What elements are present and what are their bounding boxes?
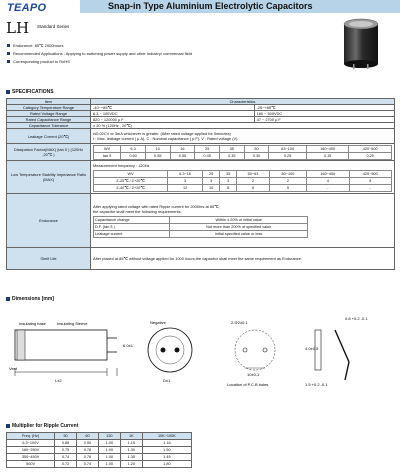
lead-length-label: 6.0±1 — [123, 343, 133, 348]
terminal-detail — [305, 316, 368, 387]
bullet-icon — [7, 44, 10, 47]
feature-item: Corresponding product to RoHS — [7, 58, 192, 66]
feature-item: Recommended Applications : Applying to switching power supply and other industry/ commercial field — [7, 50, 192, 58]
table-row: 350~450V 0.74 0.76 1.00 1.35 1.45 — [7, 454, 192, 461]
specifications-table — [6, 98, 395, 270]
terminal-width-label: 1.5 +0.2 -0.1 — [305, 382, 328, 387]
pcb-layout — [227, 320, 275, 387]
table-row: Category Temperature Range -40~+85℃ -25~+85℃ — [7, 105, 395, 111]
terminal-length-label: 4.0±0.5 — [305, 346, 319, 351]
specifications-heading: SPECIFICATIONS — [6, 89, 54, 95]
table-row: Dissipation Factor(MAX) (tan δ ) (120Hz ,20℃ ) WV 6.3 10 16 25 35 50 63~100 160~400 420~500 tan δ 0.60 0.55 0.55 0.45 0.35 0.30 0.25 0.15 0.20 — [7, 144, 395, 161]
insulating-base-label: Insulating base — [19, 321, 46, 326]
negative-label: Negative — [150, 320, 166, 325]
vent-label: Vent — [9, 366, 18, 371]
bullet-icon — [7, 60, 10, 63]
low-temp-table: WV 6.3~16 25 35 50~63 80~100 160~400 420~500 Z-25℃ / Z+20℃ 3 3 3 2 2 4 8 Z-40℃ / Z+20℃ 12 10 8 6 5 - - — [93, 170, 392, 192]
series-label: Standard Series — [37, 24, 70, 29]
terminal-thickness-label: 0.8 +0.2 -0.1 — [345, 316, 368, 321]
dimensions-heading: Dimensions [mm] — [6, 296, 54, 302]
feature-list — [7, 42, 192, 66]
length-label: L±2 — [55, 378, 62, 383]
side-view — [9, 321, 134, 383]
item-header: Item — [7, 99, 91, 105]
table-row: 6.3~100V 0.88 0.90 1.00 1.15 1.16 — [7, 440, 192, 447]
endurance-table: Capacitance change Within ± 20% of initial value D.F. (tan δ ) Not more than 200% of specified value Leakage current initial specified value or less — [93, 216, 308, 238]
feature-item: Endurance: 85℃ 2000hours — [7, 42, 192, 50]
brand-logo: TEAPO — [7, 2, 47, 14]
table-row: Rated Voltage Range 6.3 ~ 100VDC 160 ~ 500VDC — [7, 111, 395, 117]
table-row: Endurance After applying rated voltage with rated Ripple current for 2000hrs at 85℃, the capacitor shall meet the following requirements. Capacitance change Within ± 20% of initial value D.F. (tan δ ) Not more than 200% of specified value Leakage current initial specified value or less — [7, 194, 395, 248]
bullet-icon — [6, 90, 10, 94]
document-title: Snap-in Type Aluminium Electrolytic Capacitors — [108, 1, 313, 11]
characteristics-header: Characteristics — [91, 99, 395, 105]
table-row: Shelf Life After placed at 85℃ without voltage applied for 1000 hours,the capacitor shall meet the same requirement as Endurance. — [7, 248, 395, 270]
table-row: Low Temperature Stability Impedance Ratio (MAX) Measurement frequency : 120Hz WV 6.3~16 25 35 50~63 80~100 160~400 420~500 Z-25℃ / Z+20℃ 3 3 3 2 2 4 8 Z-40℃ / Z+20℃ 12 10 8 6 5 - - — [7, 161, 395, 194]
table-row: 500V 0.72 0.74 1.00 1.20 1.80 — [7, 461, 192, 468]
series-code: LH — [6, 19, 30, 37]
header — [0, 0, 400, 16]
table-row: Capacitance Tolerance ± 20 % (120Hz , 20℃) — [7, 123, 395, 129]
dimension-drawing — [5, 300, 395, 405]
ripple-table — [6, 432, 192, 468]
top-view — [148, 320, 192, 383]
dissipation-table: WV 6.3 10 16 25 35 50 63~100 160~400 420~500 tan δ 0.60 0.55 0.55 0.45 0.35 0.30 0.25 0.15 0.20 — [93, 145, 392, 160]
pcb-holes-label: Location of P.C.B holes — [227, 382, 269, 387]
bullet-icon — [6, 424, 10, 428]
bullet-icon — [7, 52, 10, 55]
diameter-label: D±1 — [163, 378, 171, 383]
capacitor-photo — [342, 18, 380, 70]
hole-diameter-label: 2-Φ2±0.1 — [231, 320, 248, 325]
table-row: Rated Capacitance Range 820 ~ 120000 μ F 47 ~ 2700 μ F — [7, 117, 395, 123]
table-row: Freq. (Hz) 50 60 120 1K 10K~100K — [7, 433, 192, 440]
insulating-sleeve-label: Insulating Sleeve — [57, 321, 88, 326]
table-row: Leakage Current (20℃) I≤0.02CV or 3mA whichever is greater. (After rated voltage applied for 5minutes) I : Max. leakage current ( μ A), C : Nominal capacitance ( μ F), V : Rated voltage (V) — [7, 129, 395, 144]
pitch-label: 10±0.1 — [247, 372, 260, 377]
ripple-heading: Multiplier for Ripple Current — [6, 423, 78, 429]
table-row: 160~250V 0.75 0.78 1.00 1.30 1.50 — [7, 447, 192, 454]
